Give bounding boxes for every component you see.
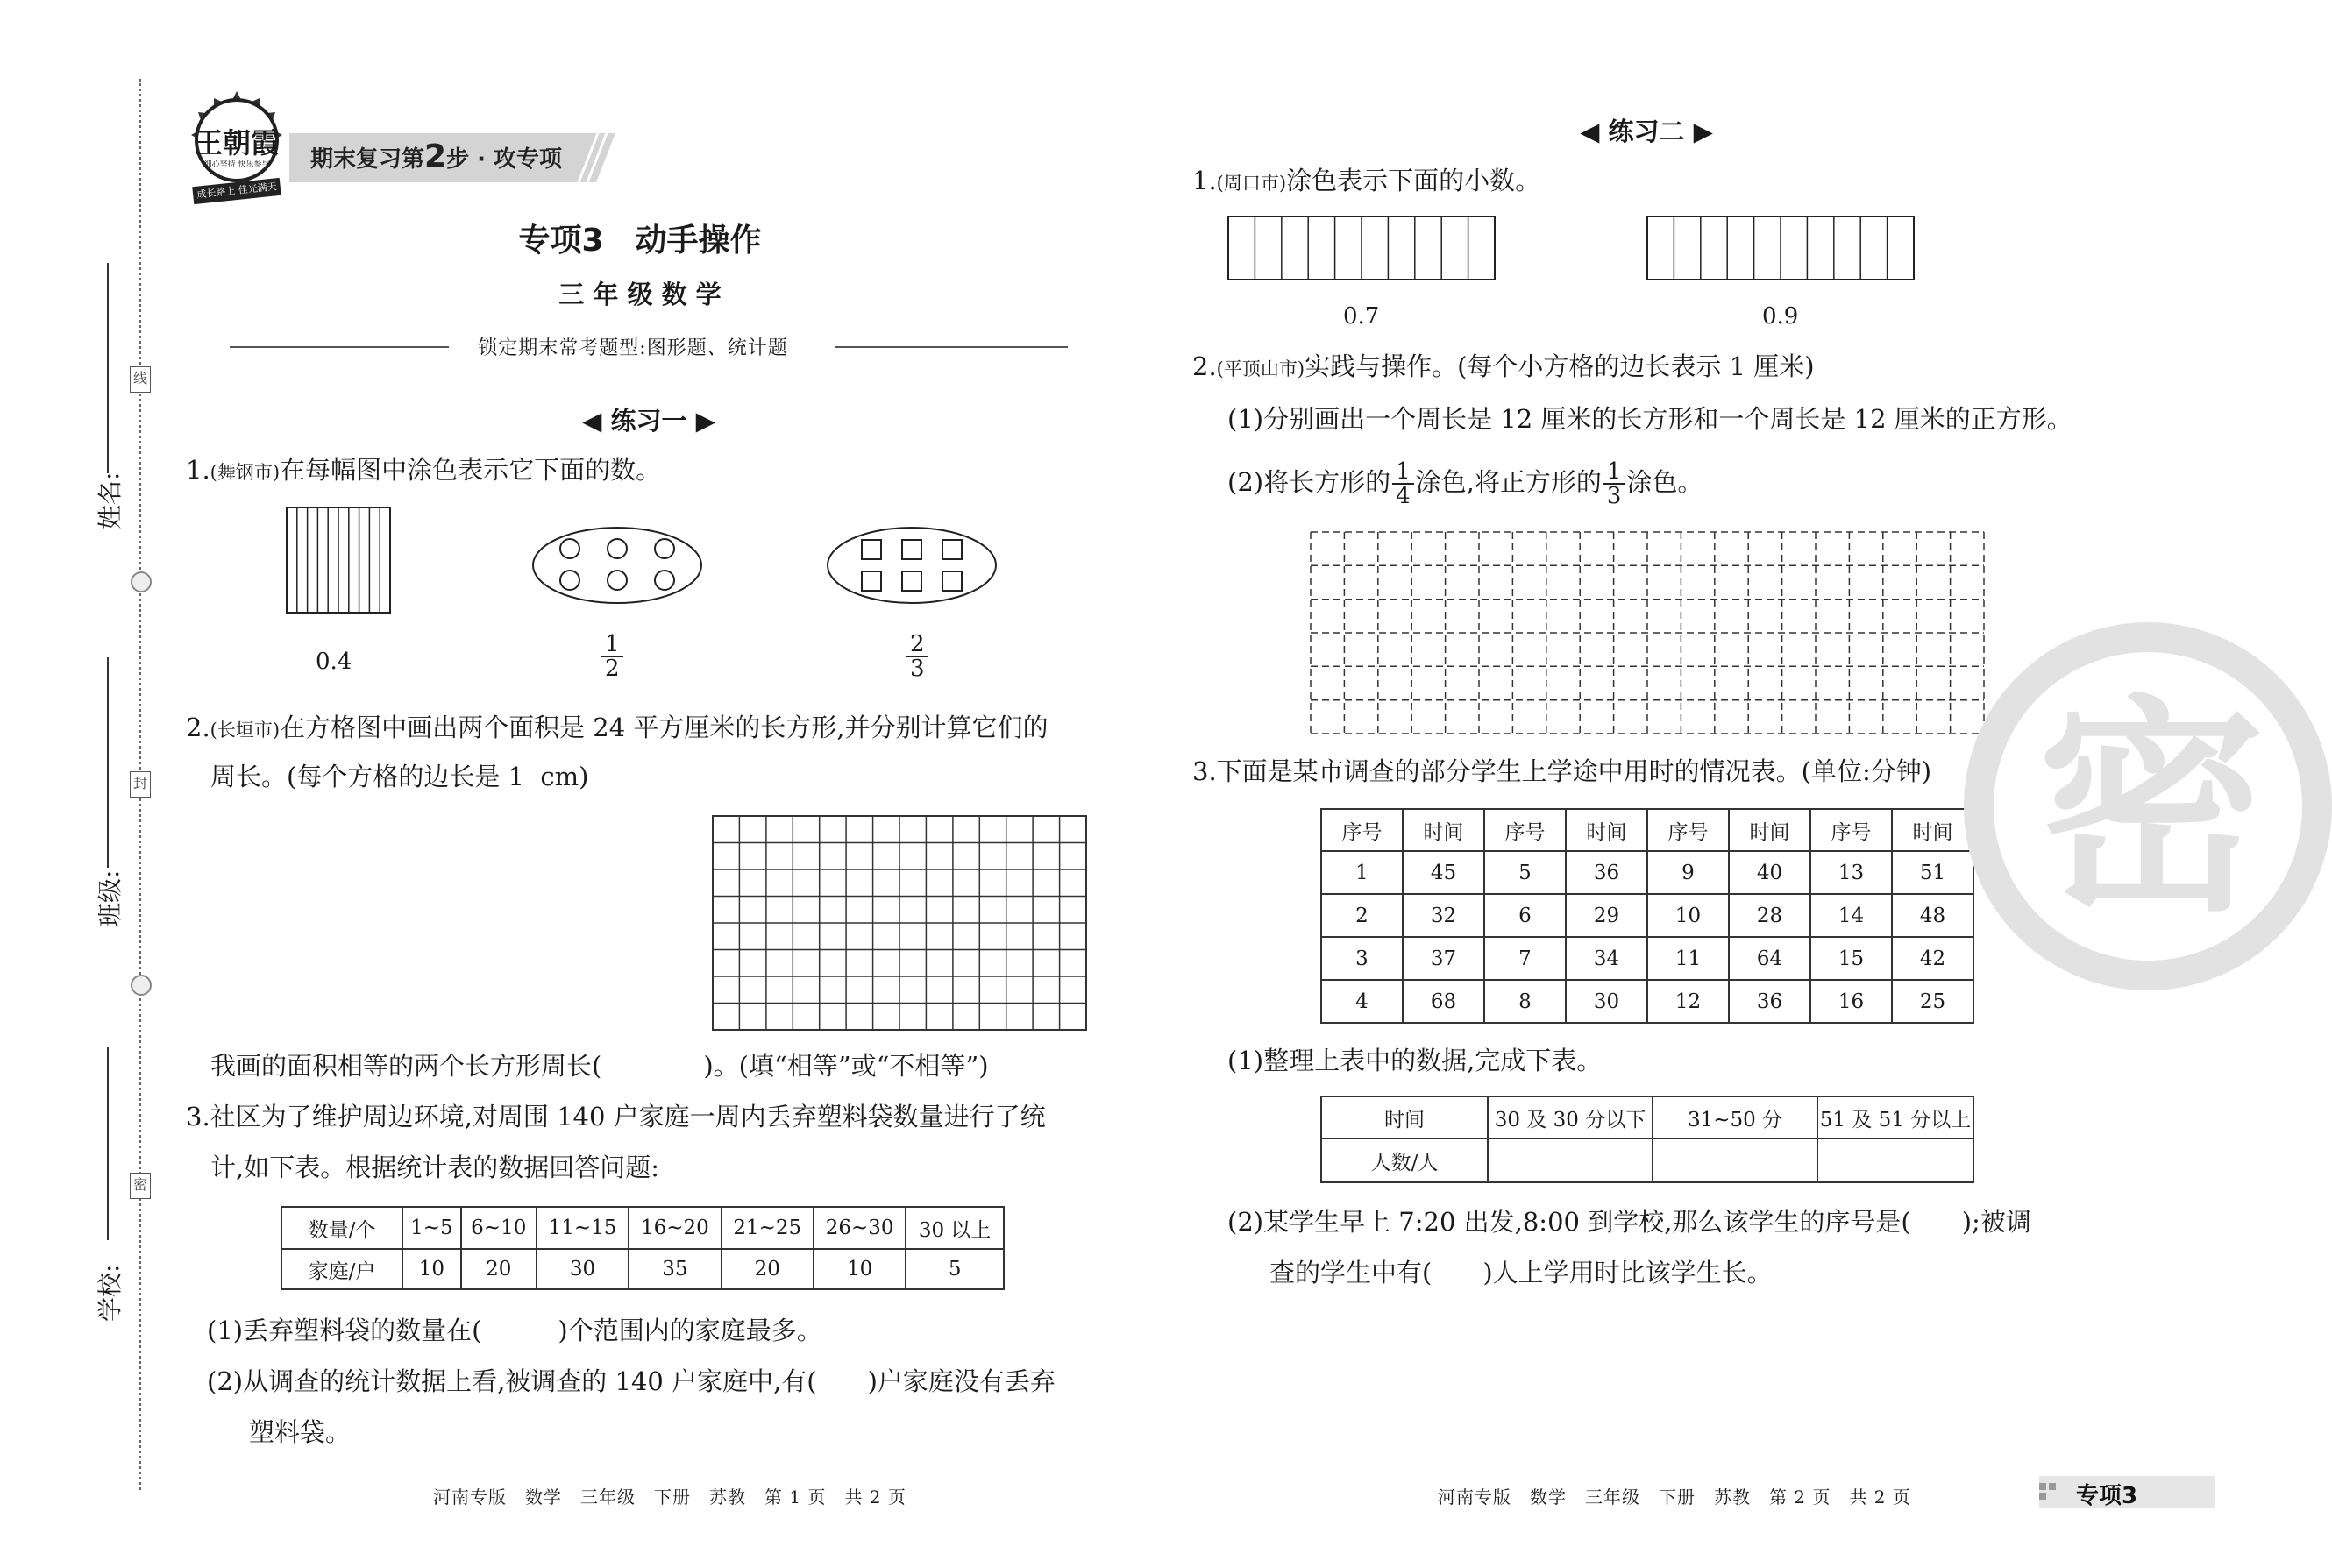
right-question-2-sub1: (1)分别画出一个周长是 12 厘米的长方形和一个周长是 12 厘米的正方形。 [1227, 404, 2072, 434]
table-header: 1~5 [402, 1207, 461, 1249]
table-cell: 6 [1484, 894, 1566, 937]
page-title: 专项3 动手操作 [518, 223, 762, 259]
dashed-grid-20x6 [1310, 531, 1985, 734]
table-header: 30 及 30 分以下 [1488, 1096, 1653, 1139]
table-cell: 15 [1810, 937, 1892, 980]
table-header: 时间 [1892, 809, 1973, 851]
table-header: 序号 [1321, 809, 1403, 851]
table-header: 21~25 [722, 1207, 814, 1249]
table-cell: 36 [1566, 851, 1647, 894]
seal-mark-secret: 密 [130, 1173, 151, 1199]
left-question-2-line1: 2.(长垣市)在方格图中画出两个面积是 24 平方厘米的长方形,并分别计算它们的 [186, 713, 1049, 742]
triangle-right-icon: ▶ [686, 406, 715, 436]
label-0-7: 0.7 [1343, 303, 1380, 330]
table-header: 6~10 [461, 1207, 537, 1249]
table-cell: 8 [1484, 980, 1566, 1023]
tagline: 锁定期末常考题型:图形题、统计题 [478, 337, 788, 359]
table-cell: 5 [1484, 851, 1566, 894]
table-header: 序号 [1810, 809, 1892, 851]
footer-right: 河南专版 数学 三年级 下册 苏教 第 2 页 共 2 页 [1438, 1486, 1911, 1508]
figure-oval-squares [826, 526, 998, 605]
banner-prefix: 期末复习第 [310, 146, 425, 173]
seal-mark-line: 线 [130, 366, 151, 393]
left-question-3-line1: 3.社区为了维护周边环境,对周围 140 户家庭一周内丢弃塑料袋数量进行了统 [186, 1102, 1046, 1132]
table-cell: 11 [1647, 937, 1729, 980]
commute-summary-table [1320, 1096, 1974, 1183]
table-header: 序号 [1647, 809, 1729, 851]
left-question-2-answer: 我画的面积相等的两个长方形周长( )。(填“相等”或“不相等”) [210, 1051, 989, 1081]
commute-time-table [1320, 808, 1974, 1024]
corner-tab [2039, 1476, 2215, 1508]
table-header: 16~20 [629, 1207, 721, 1249]
triangle-left-icon: ◀ [1580, 117, 1609, 146]
table-row-label: 人数/人 [1321, 1139, 1488, 1182]
table-header: 序号 [1484, 809, 1566, 851]
table-row-label: 家庭/户 [281, 1249, 402, 1289]
banner-suffix: 步 · 攻专项 [446, 146, 563, 173]
table-cell: 28 [1729, 894, 1810, 937]
binding-knot-icon [131, 975, 152, 996]
table-cell: 7 [1484, 937, 1566, 980]
binding-knot-icon [131, 571, 152, 592]
table-cell: 10 [1647, 894, 1729, 937]
table-cell: 34 [1566, 937, 1647, 980]
table-header: 51 及 51 分以上 [1817, 1096, 1973, 1139]
page-subtitle: 三 年 级 数 学 [558, 280, 722, 309]
left-question-2-line2: 周长。(每个方格的边长是 1 cm) [210, 762, 589, 791]
logo-text: 王朝霞 [195, 126, 280, 160]
table-cell: 30 [1566, 980, 1647, 1023]
fraction-two-thirds: $\frac{2}{3}$ [906, 633, 928, 680]
table-cell: 5 [906, 1249, 1004, 1289]
table-cell: 30 [537, 1249, 629, 1289]
fraction-one-third: $\frac{1}{3}$ [1603, 460, 1625, 507]
decimal-bar-0-7 [1227, 216, 1496, 280]
table-cell: 48 [1892, 894, 1973, 937]
decimal-bar-0-9 [1646, 216, 1915, 280]
table-cell: 29 [1566, 894, 1647, 937]
table-header: 30 以上 [906, 1207, 1004, 1249]
right-question-2: 2.(平顶山市)实践与操作。(每个小方格的边长表示 1 厘米) [1192, 351, 1815, 381]
table-header: 26~30 [814, 1207, 906, 1249]
table-cell: 2 [1321, 894, 1403, 937]
answer-cell[interactable] [1488, 1139, 1653, 1182]
table-header: 时间 [1566, 809, 1647, 851]
banner [289, 133, 615, 182]
table-cell: 42 [1892, 937, 1973, 980]
table-cell: 51 [1892, 851, 1973, 894]
section-title-practice-2: ◀ 练习二 ▶ [1580, 117, 1713, 146]
table-cell: 20 [722, 1249, 814, 1289]
left-question-3-sub2-line1: (2)从调查的统计数据上看,被调查的 140 户家庭中,有( )户家庭没有丢弃 [207, 1366, 1056, 1396]
section-title-practice-1: ◀ 练习一 ▶ [582, 406, 715, 436]
table-cell: 25 [1892, 980, 1973, 1023]
answer-cell[interactable] [1817, 1139, 1973, 1182]
right-question-1: 1.(周口市)涂色表示下面的小数。 [1192, 166, 1541, 195]
logo-sub-text: 细心坚持 快乐参与 [203, 160, 270, 169]
table-cell: 9 [1647, 851, 1729, 894]
table-header: 数量/个 [281, 1207, 402, 1249]
class-field-line [107, 657, 109, 868]
label-0-9: 0.9 [1762, 303, 1799, 330]
answer-cell[interactable] [1653, 1139, 1817, 1182]
footer-left: 河南专版 数学 三年级 下册 苏教 第 1 页 共 2 页 [433, 1486, 906, 1508]
left-question-3-sub2-line2: 塑料袋。 [249, 1417, 352, 1447]
table-header: 31~50 分 [1653, 1096, 1817, 1139]
table-cell: 36 [1729, 980, 1810, 1023]
table-cell: 32 [1403, 894, 1484, 937]
right-question-3-sub2-line2: 查的学生中有( )人上学用时比该学生长。 [1269, 1258, 1773, 1288]
tagline-rule-left [230, 346, 449, 348]
table-header: 时间 [1403, 809, 1484, 851]
fraction-one-quarter: $\frac{1}{4}$ [1392, 460, 1414, 507]
name-label: 姓名: [96, 472, 124, 529]
table-cell: 68 [1403, 980, 1484, 1023]
seal-mark-seal: 封 [130, 771, 151, 798]
triangle-right-icon: ▶ [1684, 117, 1713, 146]
logo-ribbon-text: 成长路上 佳光满天 [196, 181, 278, 201]
table-cell: 35 [629, 1249, 721, 1289]
label-0-4: 0.4 [316, 649, 352, 675]
left-question-3-sub1: (1)丢弃塑料袋的数量在( )个范围内的家庭最多。 [207, 1316, 822, 1345]
table-cell: 1 [1321, 851, 1403, 894]
name-field-line [107, 263, 109, 473]
table-cell: 10 [402, 1249, 461, 1289]
class-label: 班级: [96, 869, 124, 927]
table-cell: 3 [1321, 937, 1403, 980]
right-question-3: 3.下面是某市调查的部分学生上学途中用时的情况表。(单位:分钟) [1192, 756, 1932, 786]
table-cell: 13 [1810, 851, 1892, 894]
table-cell: 16 [1810, 980, 1892, 1023]
table-header: 时间 [1321, 1096, 1488, 1139]
table-cell: 37 [1403, 937, 1484, 980]
watermark-seal [1964, 622, 2332, 990]
table-header: 11~15 [537, 1207, 629, 1249]
table-cell: 14 [1810, 894, 1892, 937]
banner-step-number: 2 [424, 138, 447, 174]
tab-squares-icon [2039, 1483, 2057, 1501]
right-question-2-sub2: (2)将长方形的 $\frac{1}{4}$ 涂色,将正方形的 $\frac{1}{3}$ 涂色。 [1227, 458, 1703, 509]
left-question-1: 1.(舞钢市)在每幅图中涂色表示它下面的数。 [186, 455, 662, 485]
tagline-rule-right [835, 346, 1068, 348]
triangle-left-icon: ◀ [582, 406, 611, 436]
school-label: 学校: [96, 1264, 124, 1322]
table-cell: 12 [1647, 980, 1729, 1023]
logo-badge [175, 88, 298, 210]
square-grid-14x8 [712, 815, 1087, 1031]
tab-label: 专项3 [2076, 1483, 2138, 1509]
table-cell: 10 [814, 1249, 906, 1289]
school-field-line [107, 1047, 109, 1240]
figure-oval-circles [531, 526, 703, 605]
right-question-3-sub2-line1: (2)某学生早上 7:20 出发,8:00 到学校,那么该学生的序号是( );被调 [1227, 1207, 2031, 1237]
plastic-bag-table [281, 1206, 1005, 1290]
table-cell: 20 [461, 1249, 537, 1289]
table-cell: 4 [1321, 980, 1403, 1023]
figure-decimal-strips [286, 507, 391, 614]
fraction-one-half: $\frac{1}{2}$ [601, 633, 623, 680]
table-cell: 40 [1729, 851, 1810, 894]
table-cell: 64 [1729, 937, 1810, 980]
table-header: 时间 [1729, 809, 1810, 851]
right-question-3-sub1: (1)整理上表中的数据,完成下表。 [1227, 1046, 1603, 1075]
watermark-text: 密 [2037, 678, 2265, 942]
left-question-3-line2: 计,如下表。根据统计表的数据回答问题: [210, 1153, 659, 1182]
table-cell: 45 [1403, 851, 1484, 894]
